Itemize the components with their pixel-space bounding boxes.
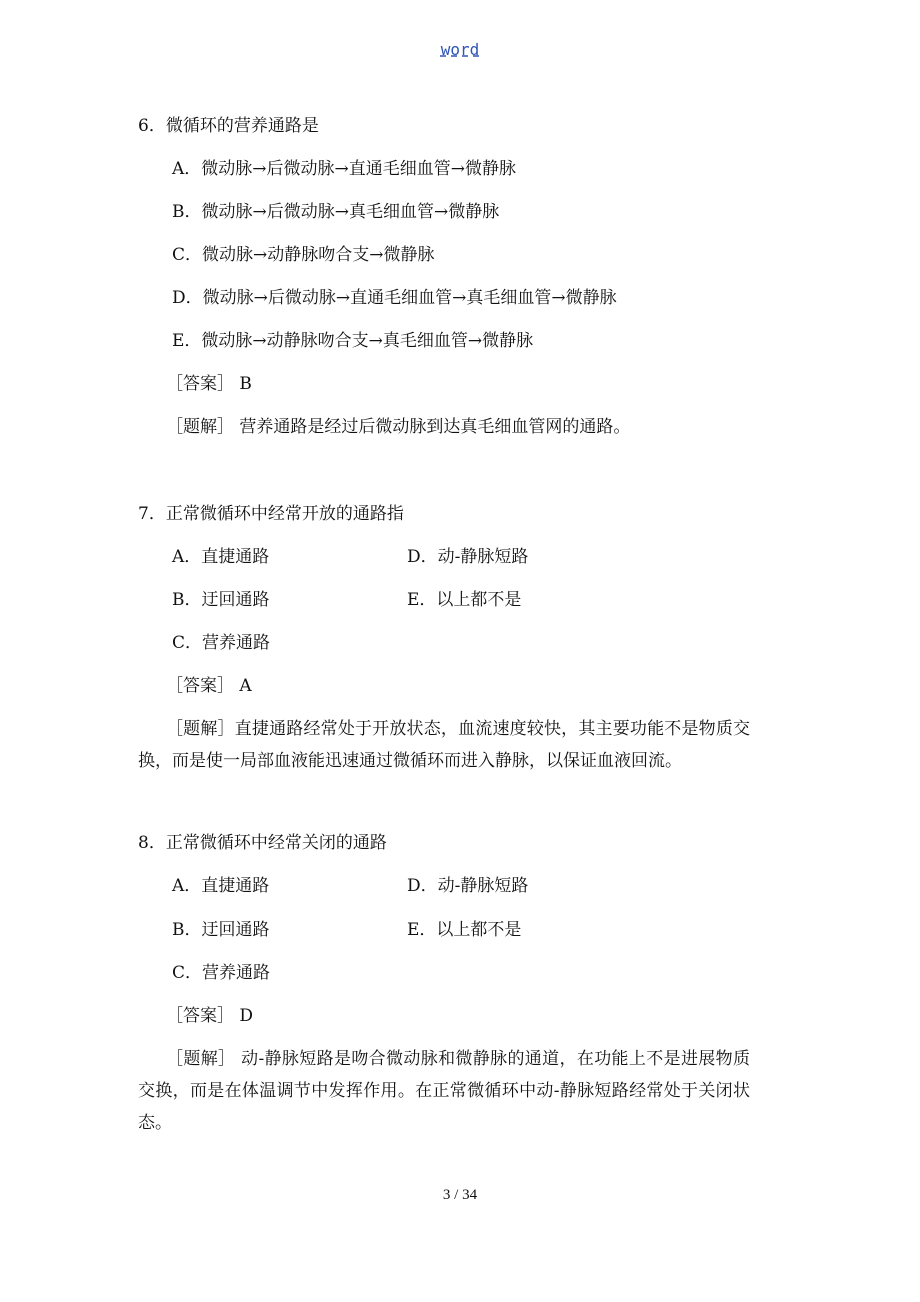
- question-6-option-b: B．微动脉→后微动脉→真毛细血管→微静脉: [172, 202, 500, 222]
- question-6-stem: 6．微循环的营养通路是: [138, 116, 319, 136]
- question-6-option-e: E．微动脉→动静脉吻合支→真毛细血管→微静脉: [172, 331, 534, 351]
- question-6-option-c: C．微动脉→动静脉吻合支→微静脉: [172, 245, 435, 265]
- question-7-option-b: B．迂回通路: [172, 590, 270, 610]
- question-7-option-c: C．营养通路: [172, 633, 271, 653]
- question-6-option-a: A．微动脉→后微动脉→直通毛细血管→微静脉: [172, 159, 517, 179]
- question-8-option-e: E．以上都不是: [407, 920, 522, 940]
- question-7-option-d: D．动-静脉短路: [407, 547, 529, 567]
- page-number: 3 / 34: [442, 1187, 478, 1203]
- question-8-explanation: ［题解］ 动-静脉短路是吻合微动脉和微静脉的通道，在功能上不是进展物质交换，而是在体温调节中发挥作用。在正常微循环中动-静脉短路经常处于关闭状态。: [138, 1049, 750, 1133]
- question-8-option-d: D．动-静脉短路: [407, 876, 529, 896]
- header-word-link[interactable]: word: [440, 40, 480, 59]
- question-6-explanation: ［题解］ 营养通路是经过后微动脉到达真毛细血管网的通路。: [166, 417, 631, 437]
- question-7-explanation: ［题解］直捷通路经常处于开放状态，血流速度较快，其主要功能不是物质交换，而是使一局部血液能迅速通过微循环而进入静脉，以保证血液回流。: [138, 719, 750, 771]
- question-8-stem: 8．正常微循环中经常关闭的通路: [138, 833, 387, 853]
- question-7-option-e: E．以上都不是: [407, 590, 522, 610]
- question-7-stem: 7．正常微循环中经常开放的通路指: [138, 504, 404, 524]
- question-6-answer: ［答案］ B: [166, 374, 252, 394]
- question-6-option-d: D．微动脉→后微动脉→直通毛细血管→真毛细血管→微静脉: [172, 288, 617, 308]
- question-7-option-a: A．直捷通路: [172, 547, 270, 567]
- question-8-option-b: B．迂回通路: [172, 920, 270, 940]
- question-7-answer: ［答案］ A: [166, 676, 252, 696]
- question-8-option-a: A．直捷通路: [172, 876, 270, 896]
- page-header: [0, 40, 920, 59]
- question-8-option-c: C．营养通路: [172, 963, 271, 983]
- question-8-answer: ［答案］ D: [166, 1006, 254, 1026]
